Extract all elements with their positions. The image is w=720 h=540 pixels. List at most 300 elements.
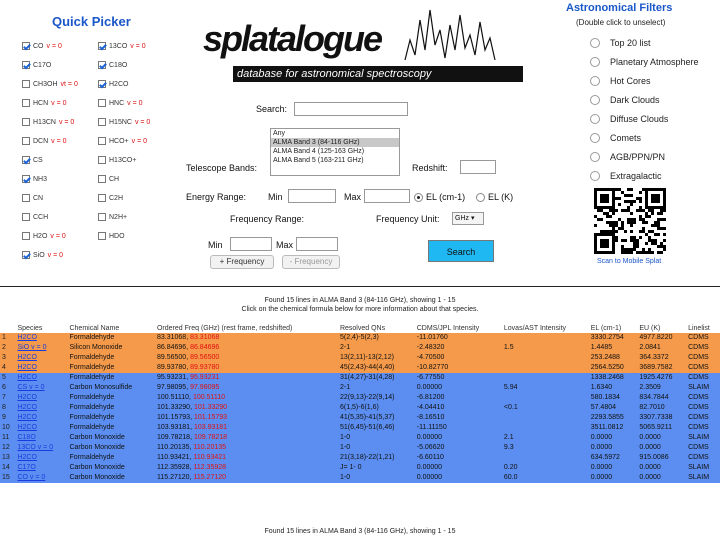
el-value: 0.0000 [589,443,638,453]
rest-frequency: 112.35928 [156,464,190,471]
species-checkbox[interactable] [98,61,106,69]
rest-frequency: 100.51110 [156,394,190,401]
species-link[interactable]: H2CO [15,353,67,363]
species-label: C17O [33,61,52,69]
astro-filter-option[interactable] [590,114,668,124]
linelist: SLAIM [686,463,720,473]
redshifted-frequency: 110.93421 [193,454,227,461]
band-option[interactable]: ALMA Band 3 (84-116 GHz) [271,138,399,147]
row-number: 10 [0,423,15,433]
quick-picker-item[interactable] [22,137,67,145]
chemical-name: Formaldehyde [67,333,155,343]
species-checkbox[interactable] [98,80,106,88]
frequency [155,343,338,353]
table-row [0,343,720,353]
linelist: CDMS [686,333,720,343]
lovas-intensity [502,423,589,433]
filter-radio[interactable] [590,133,600,143]
telescope-bands-list[interactable] [270,128,400,176]
cdms-intensity: 0.00000 [415,433,502,443]
linelist: CDMS [686,353,720,363]
species-checkbox[interactable] [98,194,106,202]
quick-picker-item[interactable] [22,118,74,126]
species-checkbox[interactable] [22,251,30,259]
separator: , [189,454,194,461]
species-link[interactable]: H2CO [15,363,67,373]
freq-min-input[interactable] [230,237,272,251]
quick-picker-item[interactable] [22,99,67,107]
cdms-intensity: -8.16510 [415,413,502,423]
species-checkbox[interactable] [98,42,106,50]
redshifted-frequency: 115.27120 [193,474,227,481]
quick-picker-item[interactable] [98,80,131,88]
redshifted-frequency: 110.20135 [193,444,227,451]
quick-picker-title: Quick Picker [52,14,131,29]
scan-mobile-link[interactable]: Scan to Mobile Splat [597,258,662,265]
species-checkbox[interactable] [22,61,30,69]
freq-max-input[interactable] [296,237,338,251]
filter-radio[interactable] [590,95,600,105]
species-checkbox[interactable] [98,213,106,221]
rest-frequency: 89.93780 [156,364,187,371]
frequency [155,433,338,443]
cdms-intensity: -11.01760 [415,333,502,343]
quick-picker-item[interactable] [22,80,78,88]
row-number: 12 [0,443,15,453]
separator: , [186,364,191,371]
species-link[interactable]: CO v = 0 [15,473,67,483]
column-header[interactable]: CDMS/JPL Intensity [416,325,480,332]
astro-filter-option[interactable] [590,38,651,48]
separator: , [186,374,191,381]
species-label: DCN [33,137,49,145]
chemical-name: Formaldehyde [67,423,155,433]
astro-filter-option[interactable] [590,133,641,143]
chemical-name: Carbon Monoxide [67,463,155,473]
column-header[interactable]: Ordered Freq (GHz) (rest frame, redshifted) [156,325,293,332]
species-link[interactable]: H2CO [15,333,67,343]
frequency [155,373,338,383]
quick-picker-item[interactable] [22,42,62,50]
lovas-intensity: 2.1 [502,433,589,443]
lovas-intensity: 0.20 [502,463,589,473]
cdms-intensity: 0.00000 [415,463,502,473]
quick-picker-item[interactable] [98,156,139,164]
quick-picker-item[interactable] [22,194,46,202]
frequency-unit-label: Frequency Unit: [376,214,440,224]
search-input[interactable] [294,102,408,116]
frequency [155,383,338,393]
separator: , [190,414,194,421]
row-number: 2 [0,343,15,353]
lovas-intensity: 9.3 [502,443,589,453]
table-row [0,363,720,373]
rest-frequency: 110.93421 [156,454,190,461]
results-hint: Click on the chemical formula below for more information about that species. [241,306,479,313]
chemical-name: Carbon Monoxide [67,473,155,483]
frequency-unit-select[interactable]: GHz ▾ [452,212,484,225]
vibration-state: vt = 0 [60,80,78,88]
redshifted-frequency: 101.15793 [193,414,228,421]
quick-picker-item[interactable] [98,61,130,69]
resolved-qns: 6(1,5)-6(1,6) [338,403,415,413]
species-link[interactable]: H2CO [15,413,67,423]
species-checkbox[interactable] [22,156,30,164]
species-link[interactable]: H2CO [15,403,67,413]
species-link[interactable]: SiO v = 0 [15,343,67,353]
species-checkbox[interactable] [98,118,106,126]
eu-value: 4977.8220 [637,333,686,343]
table-row [0,453,720,463]
rest-frequency: 103.93181 [156,424,191,431]
rest-frequency: 109.78218 [156,434,191,441]
telescope-bands-label: Telescope Bands: [186,163,258,173]
filter-radio[interactable] [590,114,600,124]
quick-picker-item[interactable] [98,99,143,107]
vibration-state: v = 0 [46,42,62,50]
eu-value: 0.0000 [637,463,686,473]
lovas-intensity: 5.94 [502,383,589,393]
resolved-qns: 51(6,45)-51(6,46) [338,423,415,433]
eu-value: 0.0000 [637,473,686,483]
splatalogue-logo [195,0,555,90]
species-checkbox[interactable] [22,137,30,145]
redshifted-frequency: 103.93181 [193,424,228,431]
species-label: NH3 [33,175,48,183]
column-header[interactable]: Species [17,325,43,332]
vibration-state: v = 0 [127,99,143,107]
quick-picker-item[interactable] [98,118,150,126]
eu-value: 0.0000 [637,433,686,443]
frequency [155,463,338,473]
frequency [155,353,338,363]
cdms-intensity: 0.00000 [415,473,502,483]
species-checkbox[interactable] [98,232,106,240]
quick-picker-item[interactable] [22,213,51,221]
quick-picker-item[interactable] [98,175,122,183]
row-number: 8 [0,403,15,413]
filter-radio[interactable] [590,38,600,48]
el-value: 3330.2754 [589,333,638,343]
el-value: 1.4485 [589,343,638,353]
rest-frequency: 101.15793 [156,414,191,421]
species-checkbox[interactable] [22,118,30,126]
vibration-state: v = 0 [58,118,75,126]
el-cm-label: EL (cm-1) [426,192,466,202]
separator: , [186,344,191,351]
redshifted-frequency: 89.56500 [190,354,220,361]
linelist: CDMS [686,453,720,463]
logo-title: splatalogue [203,18,382,59]
species-label: H13CO+ [109,156,137,164]
astro-filters-subtitle: (Double click to unselect) [576,18,666,27]
band-option[interactable]: ALMA Band 5 (163-211 GHz) [273,157,364,164]
remove-frequency-button[interactable]: - Frequency [282,255,340,269]
cdms-intensity: -2.48320 [415,343,502,353]
eu-value: 3689.7582 [637,363,686,373]
search-button[interactable]: Search [428,240,494,262]
table-row [0,463,720,473]
table-row [0,353,720,363]
redshifted-frequency: 97.98095 [190,384,220,391]
species-label: CN [33,194,44,202]
band-option[interactable]: ALMA Band 4 (125-163 GHz) [273,148,365,155]
lovas-intensity [502,353,589,363]
redshifted-frequency: 101.33290 [193,404,228,411]
results-summary: Found 15 lines in ALMA Band 3 (84-116 GHz), showing 1 - 15 [264,297,456,304]
el-k-label: EL (K) [488,192,514,202]
quick-picker-item[interactable] [22,232,66,240]
vibration-state: v = 0 [51,137,67,145]
filter-label: Comets [610,133,642,143]
separator: , [189,474,194,481]
linelist: CDMS [686,443,720,453]
species-label: HCO+ [109,137,129,145]
el-value: 57.4804 [589,403,638,413]
cdms-intensity: 0.00000 [415,383,502,393]
energy-max-label: Max [344,192,362,202]
separator: , [190,424,194,431]
quick-picker-item[interactable] [22,156,46,164]
divider [0,286,720,287]
lovas-intensity [502,373,589,383]
species-checkbox[interactable] [22,99,30,107]
eu-value: 82.7010 [637,403,686,413]
vibration-state: v = 0 [47,251,64,259]
el-value: 3511.0812 [589,423,638,433]
resolved-qns: J= 1- 0 [338,463,415,473]
quick-picker-item[interactable] [98,42,146,50]
species-checkbox[interactable] [98,137,106,145]
frequency [155,393,338,403]
el-k-radio[interactable] [476,193,485,202]
species-link[interactable]: H2CO [15,373,67,383]
energy-min-input[interactable] [288,189,336,203]
filter-label: Top 20 list [610,38,651,48]
filter-radio[interactable] [590,57,600,67]
el-value: 0.0000 [589,473,638,483]
species-checkbox[interactable] [98,156,106,164]
cdms-intensity: -6.60110 [415,453,502,463]
species-checkbox[interactable] [22,175,30,183]
row-number: 5 [0,373,15,383]
eu-value: 915.0086 [637,453,686,463]
eu-value: 0.0000 [637,443,686,453]
astro-filter-option[interactable] [590,152,665,162]
astro-filter-option[interactable] [590,57,699,67]
linelist: CDMS [686,423,720,433]
astro-filter-option[interactable] [590,95,660,105]
lovas-intensity: 60.0 [502,473,589,483]
species-link[interactable]: C17O [15,463,67,473]
redshifted-frequency: 95.93231 [190,374,220,381]
eu-value: 2.0841 [637,343,686,353]
rest-frequency: 86.84696 [156,344,187,351]
quick-picker-item[interactable] [22,251,63,259]
eu-value: 364.3372 [637,353,686,363]
astro-filter-option[interactable] [590,76,651,86]
quick-picker-item[interactable] [22,175,50,183]
vibration-state: v = 0 [50,232,66,240]
rest-frequency: 101.33290 [156,404,191,411]
eu-value: 834.7844 [637,393,686,403]
quick-picker-item[interactable] [98,137,147,145]
frequency [155,403,338,413]
row-number: 14 [0,463,15,473]
resolved-qns: 13(2,11)-13(2,12) [338,353,415,363]
species-link[interactable]: 13CO v = 0 [15,443,67,453]
species-label: H13CN [33,118,56,126]
resolved-qns: 1-0 [338,433,415,443]
species-label: HCN [33,99,49,107]
redshifted-frequency: 83.31068 [190,334,220,341]
species-label: CS [33,156,43,164]
el-value: 0.0000 [589,433,638,443]
resolved-qns: 45(2,43)-44(4,40) [338,363,415,373]
column-header[interactable]: Linelist [688,325,710,332]
row-number: 3 [0,353,15,363]
species-checkbox[interactable] [22,194,30,202]
table-row [0,383,720,393]
frequency-unit-value: GHz [455,215,469,222]
species-label: HDO [109,232,125,240]
species-checkbox[interactable] [22,213,30,221]
species-label: N2H+ [109,213,128,221]
column-header[interactable]: EL (cm-1) [590,325,622,332]
linelist: SLAIM [686,383,720,393]
astro-filter-option[interactable] [590,171,662,181]
separator: , [186,334,191,341]
species-link[interactable]: C18O [15,433,67,443]
species-label: C2H [109,194,124,202]
energy-range-label: Energy Range: [186,192,247,202]
eu-value: 5065.9211 [637,423,686,433]
chemical-name: Formaldehyde [67,373,155,383]
filter-radio[interactable] [590,171,600,181]
linelist: CDMS [686,393,720,403]
frequency [155,443,338,453]
lovas-intensity [502,393,589,403]
separator: , [190,404,194,411]
redshifted-frequency: 89.93780 [190,364,220,371]
species-label: CH3OH [33,80,58,88]
row-number: 4 [0,363,15,373]
cdms-intensity: -4.70500 [415,353,502,363]
quick-picker-item[interactable] [22,61,54,69]
filter-label: AGB/PPN/PN [610,152,666,162]
rest-frequency: 89.56500 [156,354,187,361]
resolved-qns: 2-1 [338,383,415,393]
resolved-qns: 41(5,35)-41(5,37) [338,413,415,423]
rest-frequency: 110.20135 [156,444,190,451]
cdms-intensity: -6.81200 [415,393,502,403]
column-header[interactable]: EU (K) [639,325,661,332]
filter-label: Planetary Atmosphere [610,57,699,67]
row-number: 15 [0,473,15,483]
filter-radio[interactable] [590,76,600,86]
species-checkbox[interactable] [98,175,106,183]
species-label: CH [109,175,120,183]
linelist: SLAIM [686,433,720,443]
chemical-name: Carbon Monosulfide [67,383,155,393]
chemical-name: Carbon Monoxide [67,443,155,453]
cdms-intensity: -6.77550 [415,373,502,383]
frequency [155,413,338,423]
chemical-name: Formaldehyde [67,413,155,423]
chemical-name: Formaldehyde [67,393,155,403]
species-link[interactable]: H2CO [15,423,67,433]
el-cm-radio[interactable] [414,193,423,202]
eu-value: 2.3509 [637,383,686,393]
table-row [0,473,720,483]
column-header[interactable]: Chemical Name [69,325,120,332]
linelist: CDMS [686,403,720,413]
row-number: 1 [0,333,15,343]
energy-max-input[interactable] [364,189,410,203]
separator: , [189,394,193,401]
chemical-name: Formaldehyde [67,453,155,463]
eu-value: 1925.4276 [637,373,686,383]
vibration-state: v = 0 [131,137,148,145]
el-value: 0.0000 [589,463,638,473]
quick-picker-item[interactable] [98,194,126,202]
redshift-input[interactable] [460,160,496,174]
species-checkbox[interactable] [98,99,106,107]
species-link[interactable]: H2CO [15,453,67,463]
species-link[interactable]: H2CO [15,393,67,403]
table-row [0,403,720,413]
species-checkbox[interactable] [22,80,30,88]
el-value: 1338.2468 [589,373,638,383]
resolved-qns: 5(2,4)-5(2,3) [338,333,415,343]
results-footer: Found 15 lines in ALMA Band 3 (84-116 GHz), showing 1 - 15 [264,528,456,535]
resolved-qns: 1-0 [338,443,415,453]
species-checkbox[interactable] [22,42,30,50]
resolved-qns: 31(4,27)-31(4,28) [338,373,415,383]
row-number: 6 [0,383,15,393]
filter-radio[interactable] [590,152,600,162]
quick-picker-item[interactable] [98,232,128,240]
species-label: H15NC [109,118,132,126]
species-label: C18O [109,61,128,69]
species-link[interactable]: CS v = 0 [15,383,67,393]
table-row [0,393,720,403]
filter-label: Hot Cores [610,76,651,86]
resolved-qns: 2-1 [338,343,415,353]
vibration-state: v = 0 [134,118,151,126]
band-option[interactable]: Any [273,130,286,137]
separator: , [186,384,191,391]
column-header[interactable]: Lovas/AST Intensity [503,325,567,332]
add-frequency-button[interactable]: + Frequency [210,255,274,269]
lovas-intensity [502,363,589,373]
species-label: SiO [33,251,45,259]
resolved-qns: 21(3,18)-22(1,21) [338,453,415,463]
filter-label: Dark Clouds [610,95,660,105]
el-value: 1.6340 [589,383,638,393]
column-header[interactable]: Resolved QNs [339,325,386,332]
table-row [0,333,720,343]
species-checkbox[interactable] [22,232,30,240]
lovas-intensity: <0.1 [502,403,589,413]
redshifted-frequency: 112.35928 [193,464,227,471]
species-label: H2CO [109,80,129,88]
species-label: CO [33,42,44,50]
linelist: CDMS [686,373,720,383]
chemical-name: Formaldehyde [67,353,155,363]
quick-picker-item[interactable] [98,213,130,221]
resolved-qns: 1-0 [338,473,415,483]
